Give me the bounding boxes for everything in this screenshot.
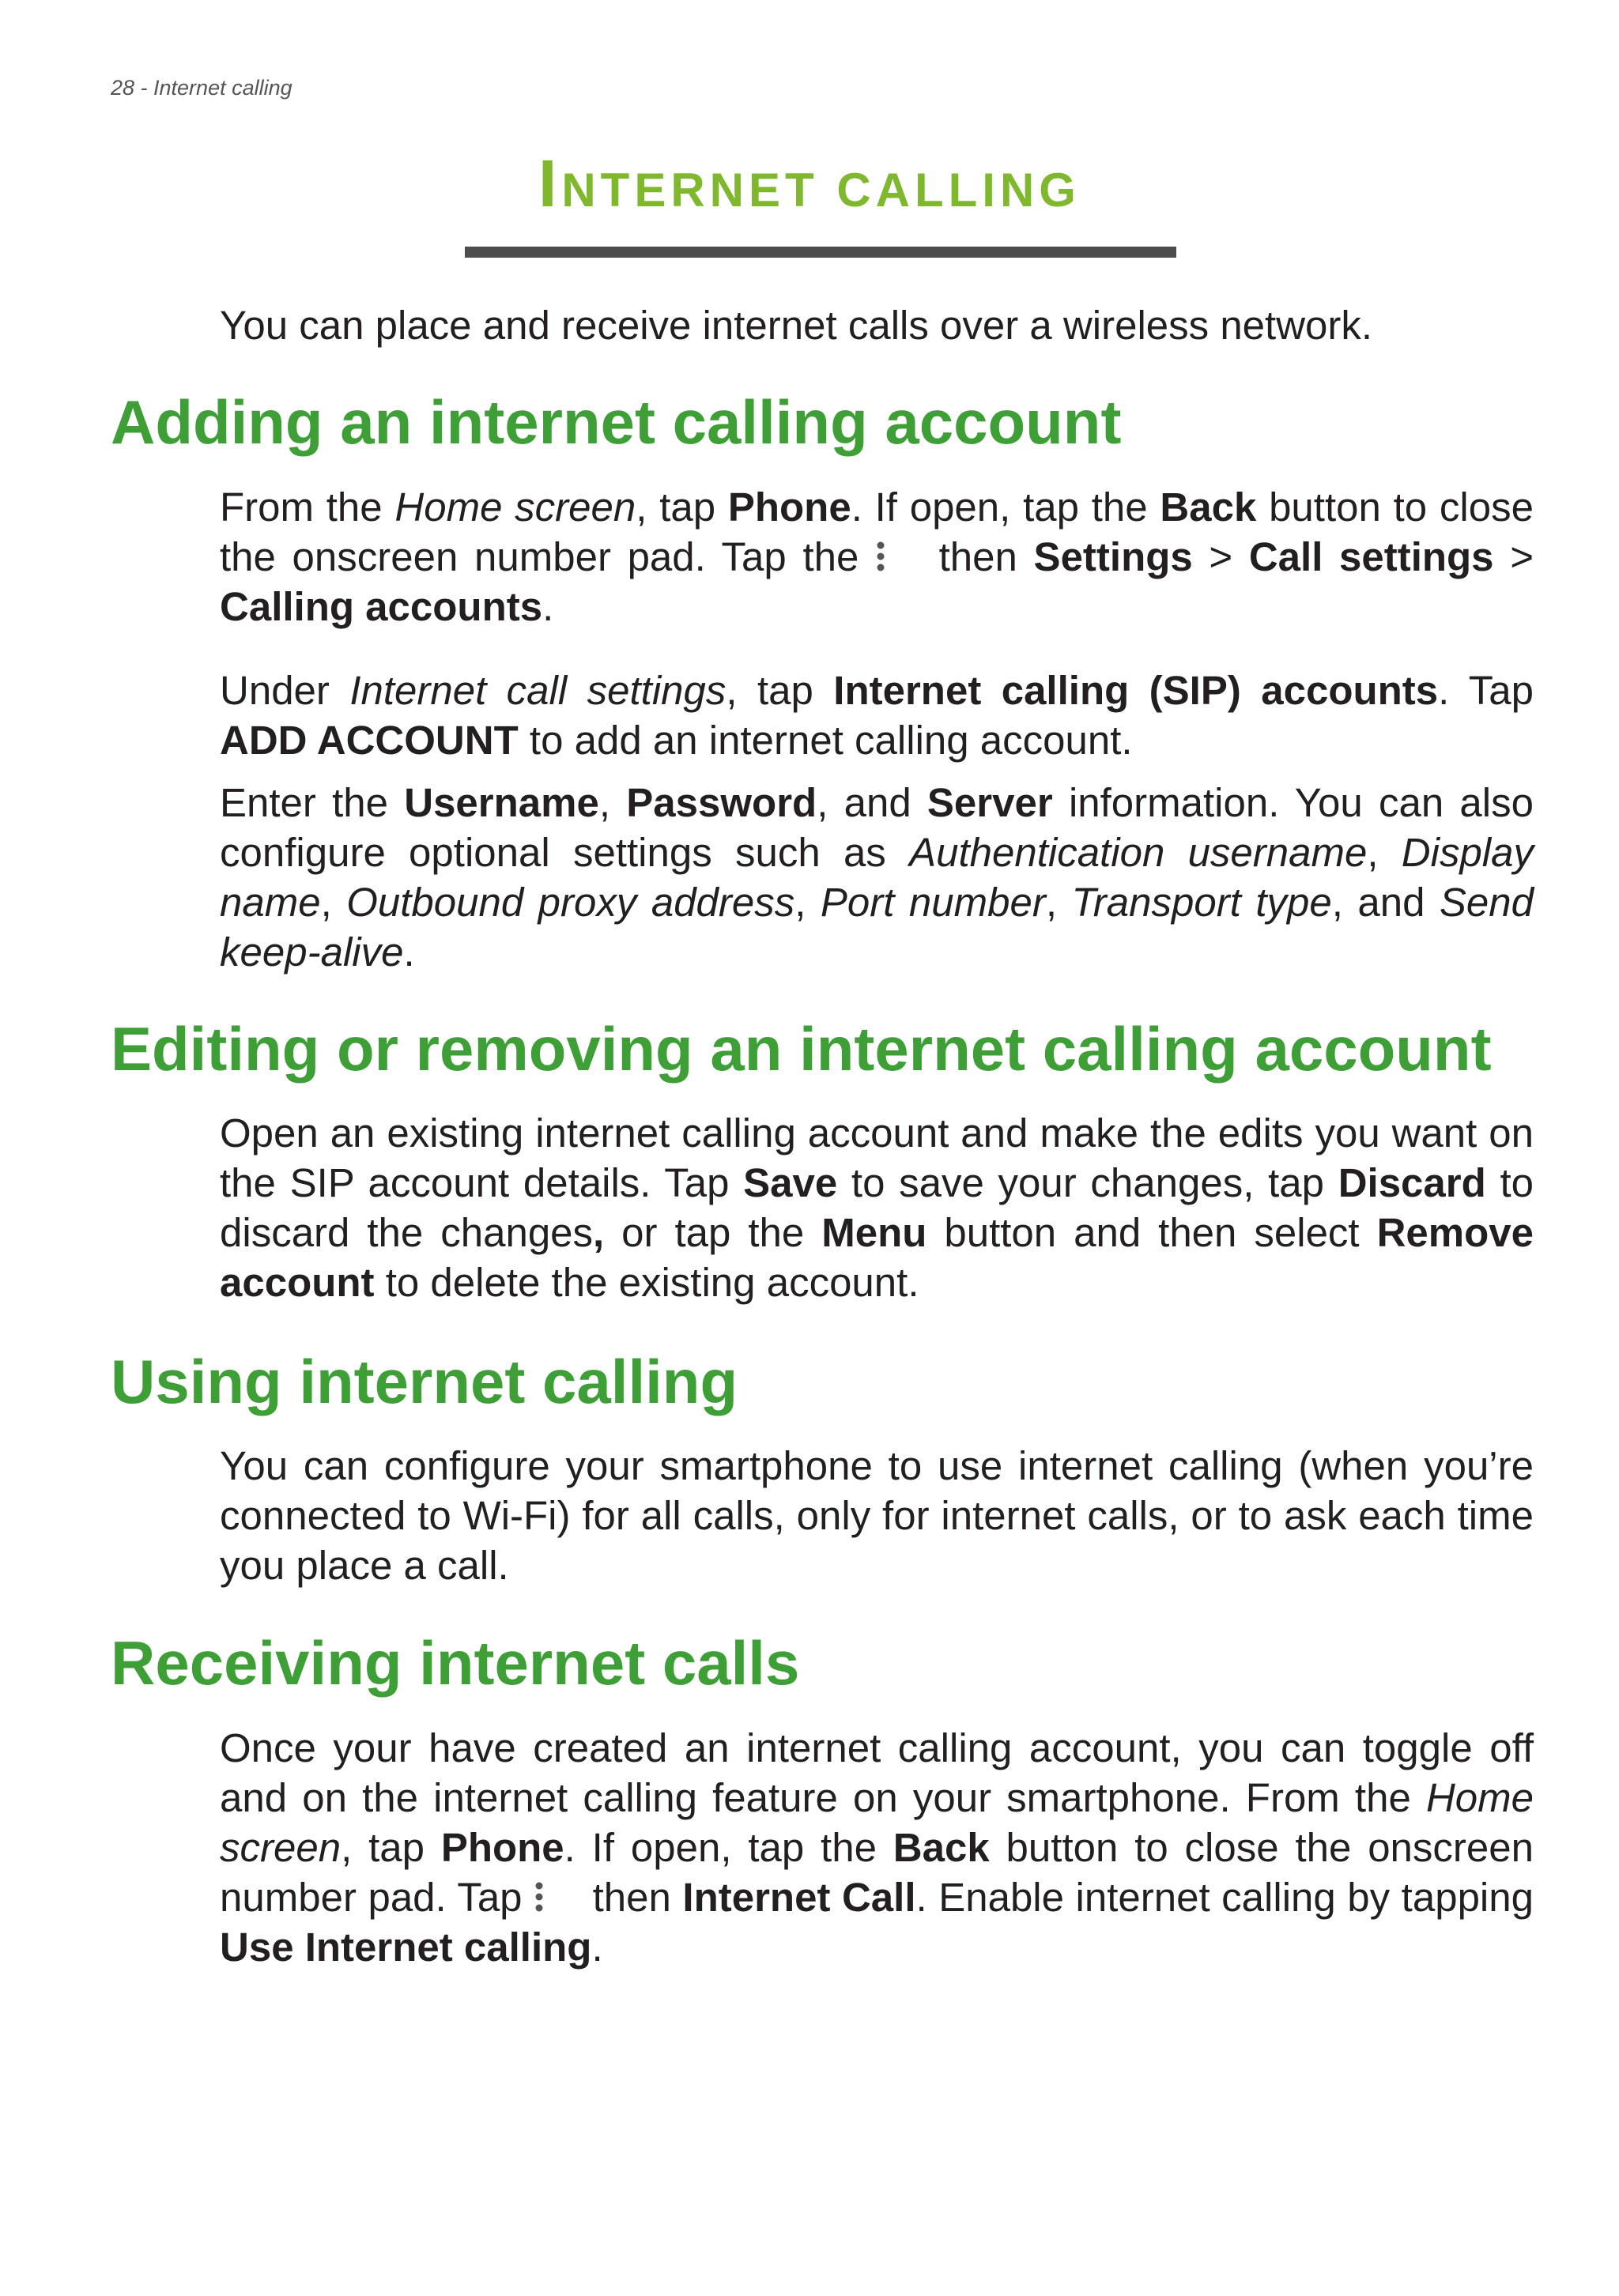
- ui-ref-home-screen: Home screen: [394, 484, 636, 530]
- ui-ref-add-account: ADD ACCOUNT: [220, 718, 519, 763]
- page-header: 28 - Internet calling: [111, 76, 292, 100]
- adding-paragraph-3: Enter the Username, Password, and Server information. You can also configure optional settings such as Authentication username, Display name, Outbound proxy address, Port number, Transport type, and Send keep-alive.: [220, 780, 1534, 975]
- chapter-title: [0, 146, 1619, 221]
- chapter-title-underline: [465, 247, 1176, 258]
- heading-editing-account: Editing or removing an internet calling account: [111, 1014, 1492, 1084]
- ui-ref-internet-call-settings: Internet call settings: [349, 668, 726, 713]
- more-options-icon: [875, 537, 923, 582]
- editing-paragraph-1: Open an existing internet calling account and make the edits you want on the SIP account details. Tap Save to save your changes, tap Discard to discard the changes, or tap the Menu button and then select Remove account to delete the existing account.: [220, 1110, 1534, 1305]
- ui-ref-phone: Phone: [727, 484, 851, 530]
- chapter-title-initial: I: [538, 146, 562, 221]
- ui-ref-save: Save: [743, 1160, 838, 1205]
- ui-ref-menu: Menu: [821, 1210, 927, 1255]
- ui-ref-home-screen: Home screen: [220, 1775, 1534, 1870]
- ui-ref-back: Back: [893, 1825, 990, 1870]
- ui-ref-use-internet-calling: Use Internet calling: [220, 1925, 592, 1970]
- ui-ref-internet-call: Internet Call: [682, 1875, 916, 1920]
- ui-ref-remove-account: Remove account: [220, 1210, 1534, 1305]
- ui-ref-call-settings: Call settings: [1248, 534, 1494, 579]
- heading-using-internet-calling: Using internet calling: [111, 1347, 738, 1416]
- ui-ref-discard: Discard: [1338, 1160, 1486, 1205]
- heading-adding-account: Adding an internet calling account: [111, 387, 1122, 457]
- ui-ref-server: Server: [926, 780, 1053, 825]
- ui-ref-phone: Phone: [440, 1825, 564, 1870]
- ui-ref-settings: Settings: [1033, 534, 1193, 579]
- adding-paragraph-1: From the Home screen, tap Phone. If open, tap the Back button to close the onscreen number pad. Tap the then Settings > Call settings > Calling accounts.: [220, 484, 1534, 629]
- receiving-paragraph-1: Once your have created an internet calling account, you can toggle off and on the internet calling feature on your smartphone. From the Home screen, tap Phone. If open, tap the Back button to close the onscreen number pad. Tap then Internet Call. Enable internet calling by tapping Use Internet calling.: [220, 1725, 1534, 1970]
- adding-paragraph-2: Under Internet call settings, tap Internet calling (SIP) accounts. Tap ADD ACCOUNT to add an internet calling account.: [220, 668, 1534, 763]
- chapter-title-rest: NTERNET CALLING: [561, 164, 1081, 217]
- using-paragraph-1: You can configure your smartphone to use internet calling (when you’re connected to Wi-Fi) for all calls, only for internet calls, or to ask each time you place a call.: [220, 1443, 1534, 1588]
- intro-paragraph: You can place and receive internet calls over a wireless network.: [220, 303, 1373, 348]
- ui-ref-password: Password: [626, 780, 817, 825]
- ui-ref-back: Back: [1160, 484, 1257, 530]
- ui-ref-sip-accounts: Internet calling (SIP) accounts: [833, 668, 1439, 713]
- heading-receiving-internet-calls: Receiving internet calls: [111, 1628, 800, 1698]
- ui-ref-username: Username: [404, 780, 599, 825]
- more-options-icon: [534, 1878, 581, 1922]
- ui-ref-calling-accounts: Calling accounts: [220, 584, 543, 629]
